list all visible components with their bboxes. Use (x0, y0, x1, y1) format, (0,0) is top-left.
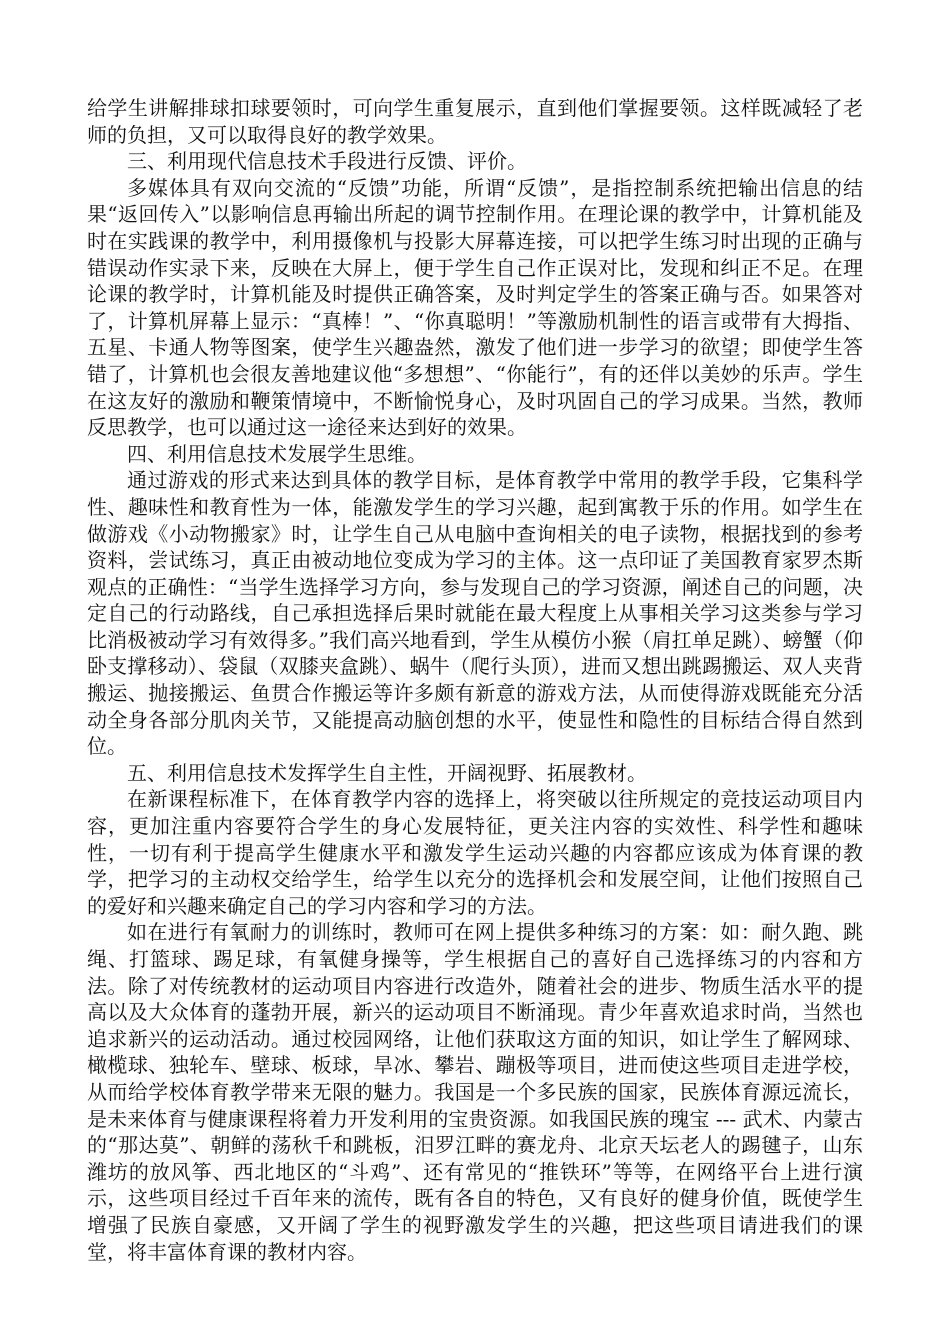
paragraph-curriculum: 在新课程标准下，在体育教学内容的选择上，将突破以往所规定的竞技运动项目内容，更加注重内容要符合学生的身心发展特征，更关注内容的实效性、科学性和趣味性，一切有利于提高学生健康水平和激发学生运动兴趣的内容都应该成为体育课的教学，把学习的主动权交给学生，给学生以充分的选择机会和发展空间，让他们按照自己的爱好和兴趣来确定自己的学习内容和学习的方法。 (87, 787, 863, 918)
section-heading-4: 四、利用信息技术发展学生思维。 (127, 441, 427, 466)
section-heading-3: 三、利用现代信息技术手段进行反馈、评价。 (127, 149, 527, 174)
paragraph-feedback: 多媒体具有双向交流的“反馈”功能，所谓“反馈”，是指控制系统把输出信息的结果“返回传入”以影响信息再输出所起的调节控制作用。在理论课的教学中，计算机能及时在实践课的教学中，利用摄像机与投影大屏幕连接，可以把学生练习时出现的正确与错误动作实录下来，反映在大屏上，便于学生自己作正误对比，发现和纠正不足。在理论课的教学时，计算机能及时提供正确答案，及时判定学生的答案正确与否。如果答对了，计算机屏幕上显示：“真棒！”、“你真聪明！”等激励机制性的语言或带有大拇指、五星、卡通人物等图案，使学生兴趣盎然，激发了他们进一步学习的欲望；即使学生答错了，计算机也会很友善地建议他“多想想”、“你能行”，有的还伴以美妙的乐声。学生在这友好的激励和鞭策情境中，不断愉悦身心，及时巩固自己的学习成果。当然，教师反思教学，也可以通过这一途径来达到好的效果。 (87, 175, 863, 440)
section-heading-5: 五、利用信息技术发挥学生自主性，开阔视野、拓展教材。 (127, 760, 647, 785)
paragraph-endurance: 如在进行有氧耐力的训练时，教师可在网上提供多种练习的方案：如：耐久跑、跳绳、打篮球、踢足球，有氧健身操等，学生根据自己的喜好自己选择练习的内容和方法。除了对传统教材的运动项目内容进行改造外，随着社会的进步、物质生活水平的提高以及大众体育的蓬勃开展，新兴的运动项目不断涌现。青少年喜欢追求时尚，当然也追求新兴的运动活动。通过校园网络，让他们获取这方面的知识，如让学生了解网球、橄榄球、独轮车、壁球、板球，旱冰、攀岩、蹦极等项目，进而使这些项目走进学校，从而给学校体育教学带来无限的魅力。我国是一个多民族的国家，民族体育源远流长，是未来体育与健康课程将着力开发利用的宝贵资源。如我国民族的瑰宝 --- 武术、内蒙古的“那达莫”、朝鲜的荡秋千和跳板，汨罗江畔的赛龙舟、北京天坛老人的踢毽子，山东潍坊的放风筝、西北地区的“斗鸡”、还有常见的“推铁环”等等，在网络平台上进行演示，这些项目经过千百年来的流传，既有各自的特色，又有良好的健身价值，既使学生增强了民族自豪感，又开阔了学生的视野激发学生的兴趣，把这些项目请进我们的课堂，将丰富体育课的教材内容。 (87, 920, 863, 1264)
paragraph-continuation: 给学生讲解排球扣球要领时，可向学生重复展示，直到他们掌握要领。这样既减轻了老师的负担，又可以取得良好的教学效果。 (87, 96, 863, 147)
paragraph-games: 通过游戏的形式来达到具体的教学目标，是体育教学中常用的教学手段，它集科学性、趣味性和教育性为一体，能激发学生的学习兴趣，起到寓教于乐的作用。如学生在做游戏《小动物搬家》时，让学生自己从电脑中查询相关的电子读物，根据找到的参考资料，尝试练习，真正由被动地位变成为学习的主体。这一点印证了美国教育家罗杰斯观点的正确性：“当学生选择学习方向，参与发现自己的学习资源，阐述自己的问题，决定自己的行动路线，自己承担选择后果时就能在最大程度上从事相关学习这类参与学习比消极被动学习有效得多。”我们高兴地看到，学生从模仿小猴（肩扛单足跳）、螃蟹（仰卧支撑移动）、袋鼠（双膝夹盒跳）、蜗牛（爬行头顶），进而又想出跳踢搬运、双人夹背搬运、抛接搬运、鱼贯合作搬运等许多颇有新意的游戏方法，从而使得游戏既能充分活动全身各部分肌肉关节，又能提高动脑创想的水平，使显性和隐性的目标结合得自然到位。 (87, 468, 863, 759)
document-page (87, 95, 863, 1265)
